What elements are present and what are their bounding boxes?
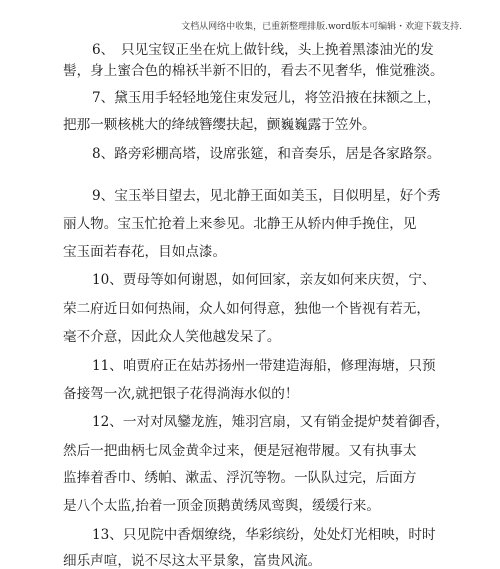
paragraph-6-line-1: 6、 只见宝钗正坐在炕上做针线，头上挽着黑漆油光的发: [92, 42, 434, 58]
paragraph-13-line-2: 细乐声喧，说不尽这太平景象，富贵风流。: [63, 553, 322, 569]
paragraph-10-line-3: 毫不介意，因此众人笑他越发呆了。: [63, 329, 281, 345]
paragraph-9-line-3: 宝玉面若春花，目如点漆。: [63, 244, 227, 260]
paragraph-11-line-1: 11、咱贾府正在姑苏扬州一带建造海船，修理海塘，只预: [92, 358, 436, 374]
paragraph-10-line-2: 荣二府近日如何热闹，众人如何得意，独他一个皆视有若无，: [63, 301, 431, 317]
paragraph-13-line-1: 13、只见院中香烟缭绕，华彩缤纷，处处灯光相映，时时: [92, 527, 436, 543]
paragraph-9-line-2: 丽人物。宝玉忙抢着上来参见。北静王从轿内伸手挽住，见: [63, 216, 417, 232]
paragraph-6-line-2: 髻，身上蜜合色的棉袄半新不旧的，看去不见奢华，惟觉雅淡。: [63, 63, 444, 79]
paragraph-12-line-4: 是八个太监,抬着一顶金顶鹅黄绣凤鸾舆，缓缓行来。: [63, 498, 380, 514]
paragraph-7-line-2: 把那一颗核桃大的绛绒簪缨扶起，颤巍巍露于笠外。: [63, 117, 376, 133]
header-note: 文档从网络中收集，已重新整理排版.word版本可编辑・欢迎下载支持.: [181, 22, 462, 32]
paragraph-9-line-1: 9、宝玉举目望去，见北静王面如美玉，目似明星，好个秀: [92, 188, 441, 204]
paragraph-11-line-2: 备接驾一次,就把银子花得淌海水似的！: [63, 386, 299, 402]
paragraph-12-line-3: 监捧着香巾、绣帕、漱盂、浮沉等物。一队队过完，后面方: [63, 470, 417, 486]
paragraph-12-line-2: 然后一把曲柄七凤金黄伞过来，便是冠袍带履。又有执事太: [63, 443, 417, 459]
paragraph-8-line-1: 8、路旁彩棚高塔，设席张筵，和音奏乐，居是各家路祭。: [92, 146, 441, 162]
paragraph-12-line-1: 12、一对对凤鑾龙旌，雉羽宫扇，又有销金提炉焚着御香，: [92, 414, 450, 430]
paragraph-7-line-1: 7、黛玉用手轻轻地笼住束发冠儿，将笠沿掖在抹额之上，: [92, 90, 441, 106]
paragraph-10-line-1: 10、贾母等如何谢恩，如何回家，亲友如何来庆贺，宁、: [92, 272, 436, 288]
